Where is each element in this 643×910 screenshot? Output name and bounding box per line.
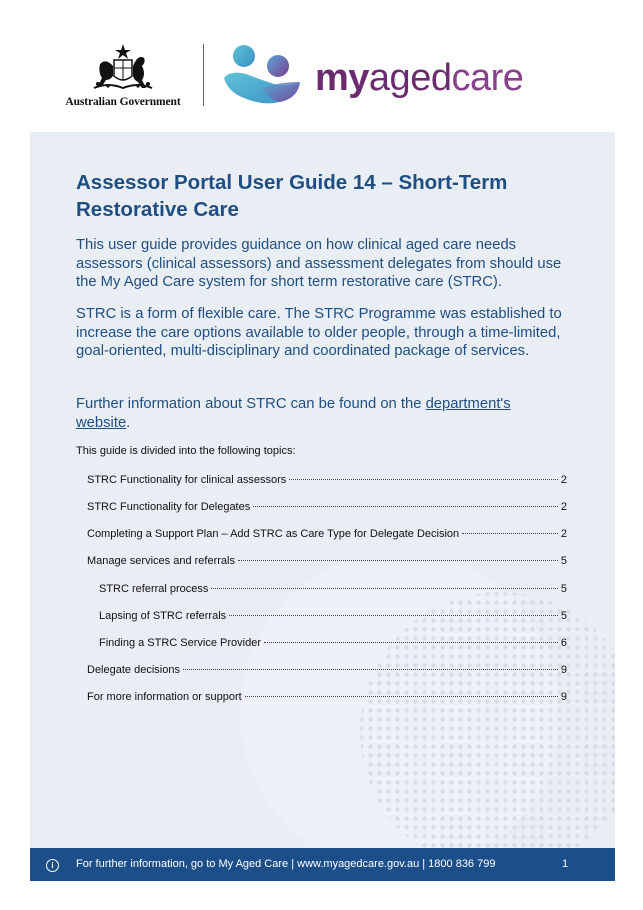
toc-item-title: STRC Functionality for clinical assessors [87, 474, 287, 486]
coat-of-arms-icon [88, 42, 158, 94]
toc-item-title: Completing a Support Plan – Add STRC as Care Type for Delegate Decision [87, 528, 460, 540]
toc-item-page: 6 [560, 637, 567, 649]
my-aged-care-wordmark [315, 56, 523, 100]
page-title: Assessor Portal User Guide 14 – Short-Term Restorative Care [76, 171, 508, 221]
toc-item-title: Manage services and referrals [87, 555, 235, 567]
info-icon: i [46, 859, 59, 872]
toc-item[interactable] [87, 474, 567, 492]
brand-my: my [315, 57, 369, 99]
my-aged-care-people-icon [222, 44, 306, 106]
toc-item-title: Delegate decisions [87, 664, 180, 676]
toc-item-title: STRC referral process [99, 583, 209, 595]
toc-dot-leader [229, 615, 558, 616]
toc-item-title: STRC Functionality for Delegates [87, 501, 251, 513]
footer-contact-text: For further information, go to My Aged Care | www.myagedcare.gov.au | 1800 836 799 [76, 858, 496, 870]
toc-subitem[interactable] [99, 610, 567, 628]
toc-item-page: 2 [560, 501, 567, 513]
toc-item-title: For more information or support [87, 691, 242, 703]
toc-item-title: Finding a STRC Service Provider [99, 637, 262, 649]
toc-dot-leader [183, 669, 558, 670]
toc-item[interactable] [87, 501, 567, 519]
government-name: Australian Government [65, 96, 181, 108]
footer-bar [30, 848, 615, 881]
toc-subitem[interactable] [99, 637, 567, 655]
toc-item-page: 9 [560, 691, 567, 703]
page-number: 1 [562, 858, 569, 870]
intro-paragraph: This user guide provides guidance on how clinical aged care needs assessors (clinical assessors) and assessment delegates from should use the My Aged Care system for short term restorative care (STRC). [76, 237, 562, 290]
toc-dot-leader [245, 696, 558, 697]
further-info-paragraph [76, 395, 566, 432]
toc-item-page: 5 [560, 583, 567, 595]
further-info-suffix: . [126, 414, 131, 431]
toc-dot-leader [462, 533, 558, 534]
toc-item-page: 5 [560, 555, 567, 567]
content-panel [30, 132, 615, 848]
toc-item-title: Lapsing of STRC referrals [99, 610, 227, 622]
toc-dot-leader [238, 560, 558, 561]
toc-item[interactable] [87, 528, 567, 546]
toc-item-page: 9 [560, 664, 567, 676]
toc-intro: This guide is divided into the following topics: [76, 445, 296, 457]
toc-subitem[interactable] [99, 583, 567, 601]
strc-paragraph: STRC is a form of flexible care. The STRC Programme was established to increase the care options available to older people, through a time-limited, goal-oriented, multi-disciplinary and coordinated package of services. [76, 306, 562, 359]
toc-item[interactable] [87, 555, 567, 573]
toc-item-page: 2 [560, 528, 567, 540]
department-website-link[interactable]: department's website [76, 396, 511, 431]
toc-item-page: 2 [560, 474, 567, 486]
header [0, 0, 643, 130]
toc-dot-leader [289, 479, 558, 480]
further-info-prefix: Further information about STRC can be found on the [76, 396, 426, 412]
header-divider [203, 44, 204, 106]
brand-care: care [451, 57, 524, 99]
toc-item[interactable] [87, 664, 567, 682]
brand-aged: aged [368, 57, 452, 99]
toc-item-page: 5 [560, 610, 567, 622]
toc-dot-leader [264, 642, 558, 643]
australian-government-logo [58, 42, 188, 108]
toc-dot-leader [253, 506, 558, 507]
toc-dot-leader [211, 588, 557, 589]
toc-item[interactable] [87, 691, 567, 709]
